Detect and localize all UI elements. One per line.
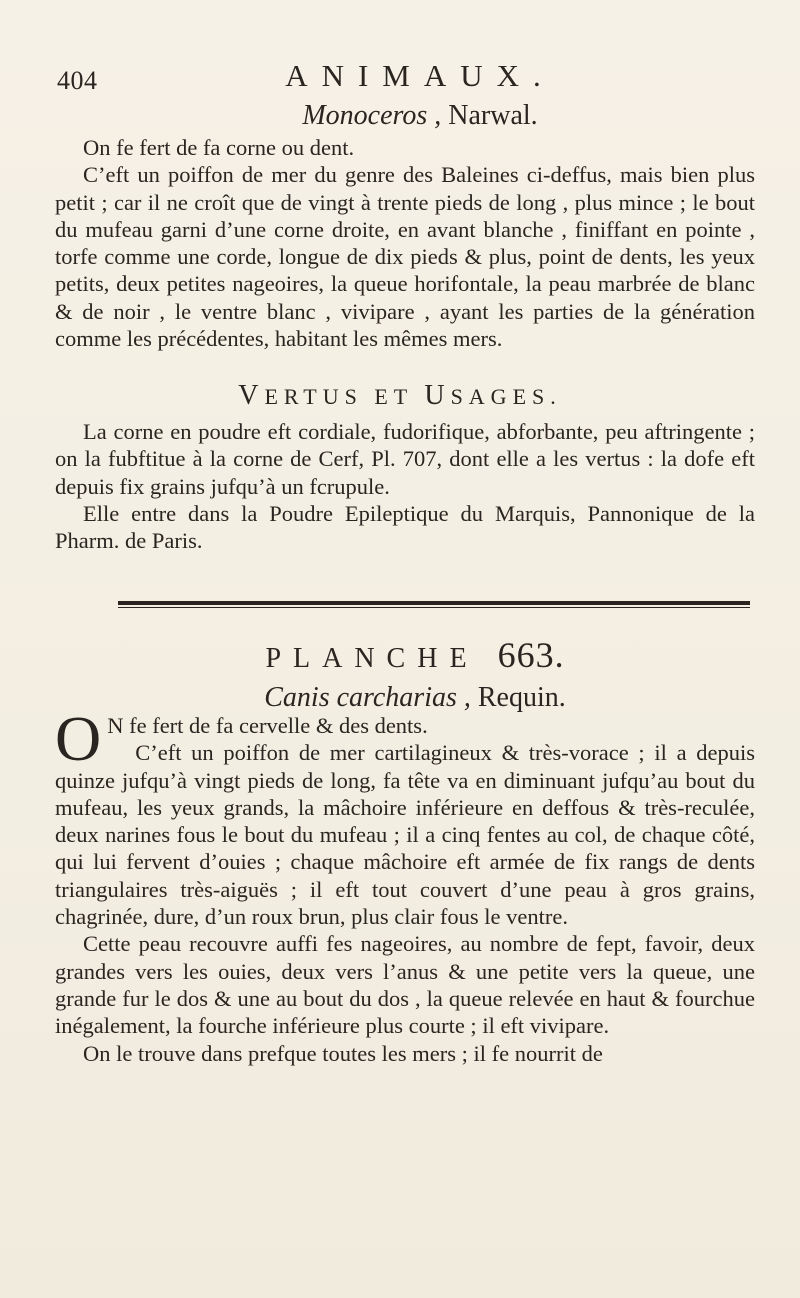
subtitle-latin-name: Monoceros , [302, 100, 442, 131]
section-subtitle-narwal [0, 100, 800, 132]
running-title: ANIMAUX. [285, 58, 555, 93]
narwal-paragraph-2: C’eft un poiffon de mer du genre des Baleines ci-deffus, mais bien plus petit ; car il ne croît que de vingt à trente pieds de long , plus mince ; le bout du mufeau garni d’une corne droite, en avant blanche , finiffant en pointe , torfe comme une corde, longue de dix pieds & plus, point de dents, les yeux petits, deux petites nageoires, la queue horifontale, la peau marbrée de blanc & de noir , le ventre blanc , vivipare , ayant les parties de la génération comme les précédentes, habitant les mêmes mers. [55, 162, 755, 352]
vertus-text [55, 418, 755, 554]
section-divider-thin [118, 607, 750, 608]
planche-label: PLANCHE [265, 643, 479, 674]
vertus-paragraph-1: La corne en poudre eft cordiale, fudorifique, abforbante, peu aftringente ; on la fubftitue à la corne de Cerf, Pl. 707, dont elle a les vertus : la dofe eft depuis fix grains jufqu’à un fcrupule. [55, 419, 755, 499]
vertus-paragraph-2: Elle entre dans la Poudre Epileptique du Marquis, Pannonique de la Pharm. de Paris. [55, 500, 755, 554]
requin-paragraph-1: O N fe fert de fa cervelle & des dents. [55, 703, 428, 774]
requin-description [55, 703, 755, 1067]
planche-heading [0, 634, 800, 676]
page-number: 404 [57, 66, 98, 95]
vertus-heading: VERTUS ET USAGES. [238, 380, 562, 411]
section-divider-thick [118, 601, 750, 605]
requin-paragraph-3: Cette peau recouvre auffi fes nageoires, au nombre de fept, favoir, deux grandes vers les ouies, deux vers l’anus & une petite vers la queue, une grande fur le dos & une au bout du dos , la queue relevée en haut & fourchue inégalement, la fourche inférieure plus courte ; il eft vivipare. [55, 931, 755, 1039]
species-title-requin [0, 682, 800, 714]
species-latin-name: Canis carcharias , [264, 682, 471, 713]
narwal-description [55, 134, 755, 352]
species-common-name: Requin. [470, 682, 566, 713]
planche-number: 663. [497, 635, 565, 675]
subtitle-common-name: Narwal. [441, 100, 538, 131]
drop-cap: O [55, 703, 102, 774]
requin-paragraph-2: C’eft un poiffon de mer cartilagineux & très-vorace ; il a depuis quinze jufqu’à vingt pieds de long, fa tête va en diminuant jufqu’au bout du mufeau, les yeux grands, la mâchoire inférieure en deffous & très-reculée, deux narines fous le bout du mufeau ; il a cinq fentes au col, de chaque côté, qui lui fervent d’ouies ; chaque mâchoire eft armée de fix rangs de dents triangulaires très-aiguës ; il eft tout couvert d’une peau à gros grains, chagrinée, dure, d’un roux brun, plus clair fous le ventre. [55, 740, 755, 930]
requin-paragraph-4: On le trouve dans prefque toutes les mers ; il fe nourrit de [83, 1040, 603, 1066]
narwal-paragraph-1: On fe fert de fa corne ou dent. [83, 135, 355, 160]
